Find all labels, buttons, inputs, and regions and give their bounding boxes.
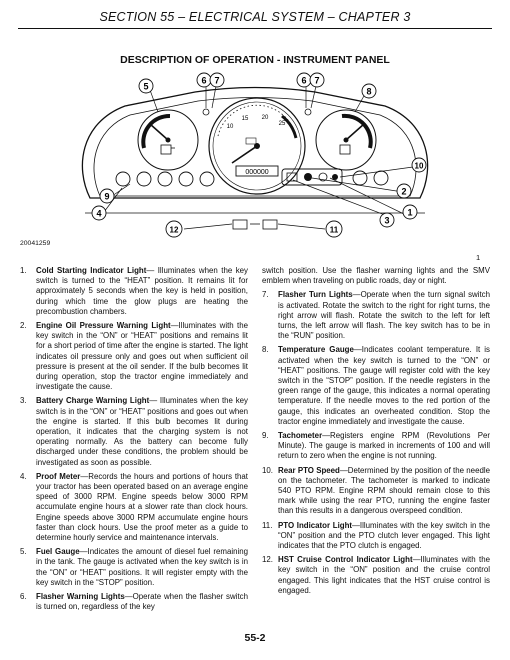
callout-6a: 6 — [201, 75, 207, 86]
item-number: 3. — [20, 396, 27, 406]
hst-cruise-icon — [233, 220, 247, 229]
flasher-warning-light-left — [203, 109, 209, 115]
item-text: — Illuminates when the key switch is in the “ON” or “HEAT” positions and goes out when the engine is started. If this bulb becomes lit during operation, it indicates that the charging system is not operating normally. As the battery can become fully discharged under these conditions, the problem should be investigated as soon as possible. — [36, 396, 248, 467]
tachometer — [209, 98, 305, 194]
item-number: 1. — [20, 266, 27, 275]
item-6-continuation: switch position. Use the flasher warning lights and the SMV emblem when traveling on public roads, day or night. — [262, 266, 490, 286]
item-title: Engine Oil Pressure Warning Light — [36, 321, 171, 331]
callout-3: 3 — [384, 215, 390, 226]
item-title: Rear PTO Speed — [278, 465, 340, 475]
list-item — [20, 321, 248, 392]
lower-indicator-strip — [233, 220, 277, 229]
list-item — [262, 521, 490, 552]
left-column — [20, 266, 248, 617]
item-number: 4. — [20, 471, 27, 481]
item-number: 12. — [262, 555, 273, 565]
item-number: 8. — [262, 345, 269, 355]
flasher-warning-light-right — [305, 109, 311, 115]
callout-5: 5 — [143, 81, 149, 92]
item-title: Tachometer — [278, 431, 323, 441]
callout-4: 4 — [96, 208, 102, 219]
item-title: Battery Charge Warning Light — [36, 396, 150, 406]
item-text: —Illuminates with the key switch in the “ON” position and the PTO clutch lever engaged. This light indicates that the PTO clutch is engaged. — [278, 520, 490, 551]
item-number: 9. — [262, 431, 269, 441]
item-text: —Indicates the amount of diesel fuel remaining in the tank. The gauge is activated when the key switch is in the “ON” or “HEAT” positions. It will register empty with the key switch in the “STOP” position. — [36, 547, 249, 587]
item-text: —Operate when the turn signal switch is activated. Rotate the switch to the right for right turns, the right arrow will flash. Rotate the switch to the left for left turns, the left arrow will flash. The key switch has to be in the “RUN” position. — [278, 290, 490, 341]
list-item — [262, 290, 490, 341]
tach-scale-15: 15 — [241, 116, 249, 122]
figure-code: 20041259 — [20, 240, 51, 247]
callout-leaders — [104, 86, 413, 229]
callout-8: 8 — [366, 86, 372, 97]
callout-6b: 6 — [301, 75, 307, 86]
item-text: —Records the hours and portions of hours that your tractor has been operated based on an average engine speed of 3000 RPM. Engine speeds below 3000 RPM accumulate engine hours at a slower rate than clock hours. Engine speeds above 3000 RPM accumulate engine hours faster than clock hours. Use the proof meter as a guide to determine hourly service and maintenance intervals. — [36, 471, 248, 543]
callout-2: 2 — [401, 186, 407, 197]
item-text: —Determined by the position of the needle on the tachometer. The tachometer is marked to indicate 540 PTO RPM. Engine RPM should remain close to this mark while using the rear PTO, running the engine faster than this results in a dangerous overspeed condition. — [278, 465, 490, 516]
item-text: —Indicates coolant temperature. It is activated when the key switch is turned to the “ON” or “HEAT” positions. The gauge will register cold with the key switch in the “STOP” position. If the needle registers in the green range of the gauge, this indicates a normal operating temperature. If the needle moves to the red portion of the gauge, this indicates an overheated condition. Stop the tractor engine immediately and investigate the cause. — [278, 345, 490, 426]
item-number: 11. — [262, 520, 273, 530]
item-title: Temperature Gauge — [278, 345, 354, 355]
tach-scale-25: 25 — [278, 121, 286, 127]
item-title: HST Cruise Control Indicator Light — [278, 555, 413, 565]
lower-left-controls — [116, 172, 214, 186]
callout-11: 11 — [329, 225, 339, 235]
callout-12: 12 — [169, 225, 179, 235]
list-item — [262, 555, 490, 596]
list-item — [20, 592, 248, 612]
item-text: —Illuminates with the key switch in the “ON” or “HEAT” positions and remains lit for a short period of time after the engine is started. The light indicates oil pressure only and goes out when sufficient oil pressure is present at the oil sender. If the bulb becomes lit during operation, stop the tractor engine immediately and investigate the cause. — [36, 321, 248, 392]
item-number: 6. — [20, 592, 27, 602]
callout-7b: 7 — [314, 75, 320, 86]
callout-1: 1 — [407, 207, 413, 218]
hourmeter-digits: 000000 — [245, 169, 269, 176]
callout-9: 9 — [104, 191, 110, 202]
section-header: SECTION 55 – ELECTRICAL SYSTEM – CHAPTER 3 — [99, 10, 411, 24]
callout-7a: 7 — [214, 75, 220, 86]
item-title: PTO Indicator Light — [278, 520, 353, 530]
tach-scale-20: 20 — [261, 115, 269, 121]
item-text: — Illuminates when the key switch is turned to the “HEAT” position. It remains lit for approximately 5 seconds when the key is held in position, during which time the glow plugs are heating the precombustion chambers. — [36, 266, 248, 316]
list-item — [20, 547, 248, 588]
figure-number: 1 — [476, 253, 481, 262]
header-rule — [18, 28, 492, 29]
list-item — [262, 345, 490, 427]
item-text: —Registers engine RPM (Revolutions Per Minute). The gauge is marked in increments of 100 and will return to zero when the engine is not running. — [278, 431, 490, 461]
item-title: Fuel Gauge — [36, 547, 80, 557]
item-text: —Operate when the flasher switch is turned on, regardless of the key — [36, 592, 248, 612]
right-column — [262, 266, 490, 600]
item-number: 5. — [20, 547, 27, 557]
list-item — [20, 472, 248, 543]
tach-scale-10: 10 — [226, 124, 234, 130]
list-item — [20, 266, 248, 317]
callout-10: 10 — [414, 161, 424, 171]
pto-indicator-icon — [263, 220, 277, 229]
temperature-gauge — [316, 110, 376, 170]
figure-title: DESCRIPTION OF OPERATION - INSTRUMENT PANEL — [120, 54, 390, 66]
instrument-panel-figure — [20, 68, 490, 256]
oil-pressure-light — [304, 173, 312, 181]
list-item — [20, 396, 248, 467]
item-text: —Illuminates with the key switch in the “ON” position and the cruise control engaged. This light indicates that the HST cruise control is engaged. — [278, 555, 490, 595]
item-title: Flasher Warning Lights — [36, 592, 125, 602]
item-title: Flasher Turn Lights — [278, 290, 353, 300]
item-number: 2. — [20, 321, 27, 331]
list-item — [262, 431, 490, 462]
list-item — [262, 466, 490, 517]
item-number: 7. — [262, 290, 269, 300]
fuel-gauge — [138, 110, 198, 170]
item-title: Cold Starting Indicator Light — [36, 266, 147, 275]
item-number: 10. — [262, 465, 273, 475]
item-title: Proof Meter — [36, 471, 81, 481]
page-number: 55-2 — [244, 632, 266, 644]
